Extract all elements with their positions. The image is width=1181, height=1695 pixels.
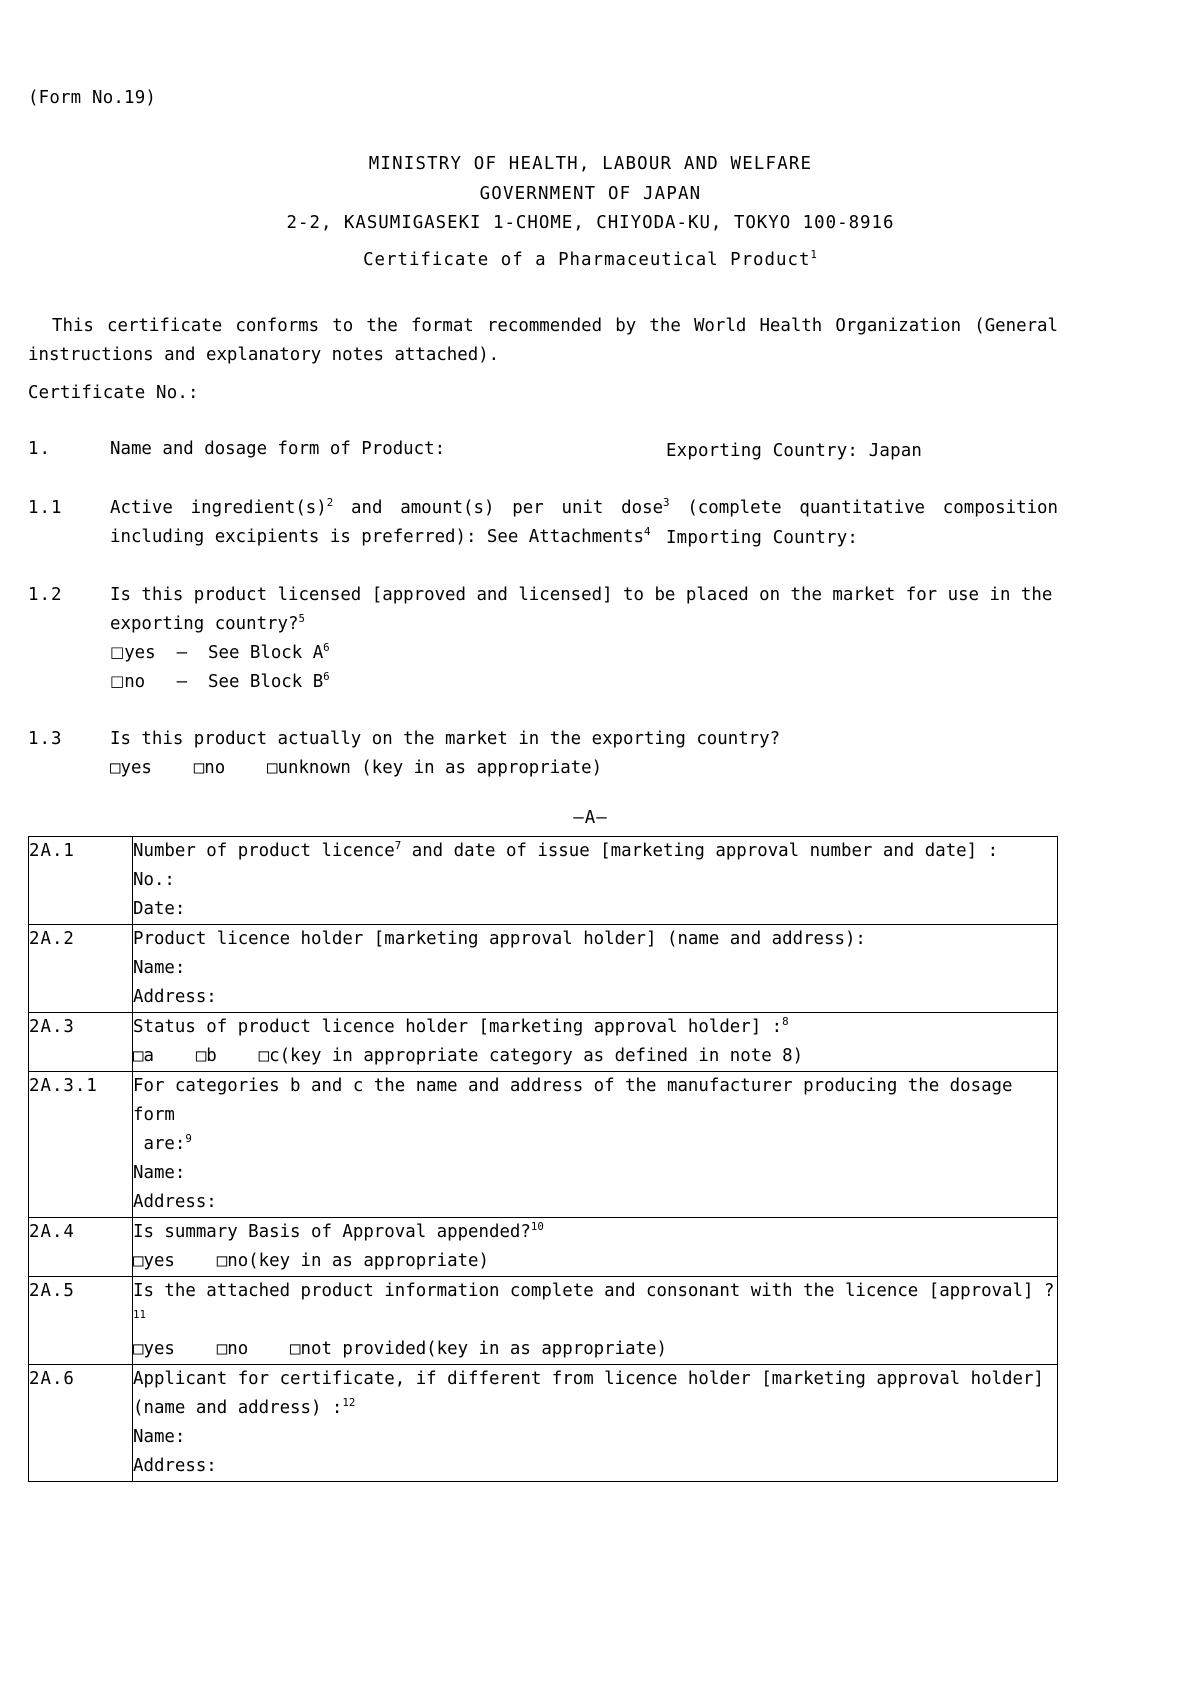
checkbox-icon-no[interactable]: □ <box>110 672 125 690</box>
importing-country-label: Importing Country: <box>666 528 859 548</box>
exporting-country-value: Japan <box>868 441 923 461</box>
row-body-2a2 <box>133 925 1058 1013</box>
section-1-3-number: 1.3 <box>28 729 63 749</box>
row-number-2a1: 2A.1 <box>29 837 133 925</box>
field-date[interactable]: Date: <box>133 899 186 919</box>
option-no-block-b[interactable] <box>110 668 1058 697</box>
option-no-label: no <box>124 672 146 692</box>
field-name-2a2[interactable]: Name: <box>133 958 186 978</box>
row-2a5-line1-a: Is the attached product information complete and consonant with the licence [approval] ? <box>133 1281 1055 1301</box>
checkbox-icon-yes[interactable]: □ <box>110 643 125 661</box>
section-1-3-options[interactable]: □yes □no □unknown (key in as appropriate) <box>110 758 603 778</box>
option-yes-label: yes <box>124 643 156 663</box>
section-1-1-text-b: and amount(s) per unit dose <box>333 498 664 518</box>
section-1-2-body <box>110 581 1058 697</box>
section-1-3-body <box>110 725 1058 783</box>
row-2a31-line2-a: are: <box>133 1134 186 1154</box>
row-number-2a3: 2A.3 <box>29 1013 133 1072</box>
table-row <box>29 1277 1058 1365</box>
footnote-marker-9: 9 <box>185 1132 192 1146</box>
row-2a5-options[interactable]: □yes □no □not provided(key in as appropriate) <box>133 1339 667 1359</box>
document-title <box>0 247 1181 270</box>
heading-government: GOVERNMENT OF JAPAN <box>479 183 702 204</box>
row-2a5-line1 <box>133 1277 1057 1335</box>
footnote-marker-11: 11 <box>133 1308 146 1322</box>
section-1-2-number: 1.2 <box>28 585 63 605</box>
option-no-note: See Block B <box>208 672 324 692</box>
row-body-2a3 <box>133 1013 1058 1072</box>
section-1 <box>28 435 1058 464</box>
option-yes-dash: — <box>176 643 188 663</box>
option-no-dash: — <box>176 672 188 692</box>
section-1-1-text-a: Active ingredient(s) <box>110 498 327 518</box>
footnote-marker-6b: 6 <box>323 670 330 684</box>
section-1-3 <box>28 725 1058 783</box>
table-row <box>29 1013 1058 1072</box>
section-1-2-question <box>110 581 1058 639</box>
block-a-label: —A— <box>573 808 608 828</box>
field-address-2a31[interactable]: Address: <box>133 1192 217 1212</box>
footnote-marker-4: 4 <box>643 525 651 539</box>
footnote-marker-6a: 6 <box>323 641 330 655</box>
table-row <box>29 925 1058 1013</box>
section-1-number: 1. <box>28 439 51 459</box>
section-1-3-question: Is this product actually on the market in the exporting country? <box>110 729 781 749</box>
section-1-1-text <box>110 494 1058 552</box>
row-number-2a4: 2A.4 <box>29 1218 133 1277</box>
footnote-marker-2: 2 <box>326 496 334 510</box>
block-a-table <box>28 836 1058 1482</box>
row-2a4-line1-a: Is summary Basis of Approval appended? <box>133 1222 531 1242</box>
row-number-2a31: 2A.3.1 <box>29 1072 133 1218</box>
row-body-2a6 <box>133 1365 1058 1482</box>
section-1-1-number: 1.1 <box>28 498 63 518</box>
table-row <box>29 837 1058 925</box>
document-title-text: Certificate of a Pharmaceutical Product <box>363 249 811 270</box>
row-number-2a6: 2A.6 <box>29 1365 133 1482</box>
row-body-2a5 <box>133 1277 1058 1365</box>
table-row <box>29 1072 1058 1218</box>
row-body-2a1 <box>133 837 1058 925</box>
section-1-1-text-c: (complete quantitative composition including excipients is preferred): See Attachments <box>110 498 1058 547</box>
row-body-2a31 <box>133 1072 1058 1218</box>
footnote-marker-12: 12 <box>342 1396 356 1410</box>
exporting-country-label: Exporting Country: <box>666 441 859 461</box>
table-row <box>29 1365 1058 1482</box>
field-no[interactable]: No.: <box>133 870 175 890</box>
row-2a6-line2 <box>133 1394 1057 1423</box>
section-1-text: Name and dosage form of Product: <box>110 439 446 459</box>
footnote-marker-5: 5 <box>298 612 305 626</box>
intro-text: This certificate conforms to the format recommended by the World Health Organization (General instructions and explanatory notes attached). <box>28 316 1058 365</box>
intro-paragraph <box>28 312 1058 370</box>
heading-address: 2-2, KASUMIGASEKI 1-CHOME, CHIYODA-KU, TOKYO 100-8916 <box>286 213 895 234</box>
section-1-2-text: Is this product licensed [approved and licensed] to be placed on the market for use in the exporting country? <box>110 585 1053 634</box>
row-2a3-line1-a: Status of product licence holder [marketing approval holder] : <box>133 1017 783 1037</box>
row-2a1-line1-b: and date of issue [marketing approval number and date] : <box>401 841 999 861</box>
footnote-marker-7: 7 <box>394 839 402 853</box>
row-2a2-line1: Product licence holder [marketing approval holder] (name and address): <box>133 929 866 949</box>
footnote-marker-8: 8 <box>782 1015 789 1029</box>
row-number-2a2: 2A.2 <box>29 925 133 1013</box>
row-2a1-line1 <box>133 837 1057 866</box>
heading-ministry: MINISTRY OF HEALTH, LABOUR AND WELFARE <box>368 154 813 174</box>
form-number: (Form No.19) <box>28 88 157 108</box>
row-2a3-line1 <box>133 1013 1057 1042</box>
table-row <box>29 1218 1058 1277</box>
certificate-no-label: Certificate No.: <box>28 383 199 403</box>
row-2a4-line1 <box>133 1218 1057 1247</box>
row-2a4-options[interactable]: □yes □no(key in as appropriate) <box>133 1251 489 1271</box>
row-body-2a4 <box>133 1218 1058 1277</box>
row-2a1-line1-a: Number of product licence <box>133 841 395 861</box>
field-address-2a6[interactable]: Address: <box>133 1456 217 1476</box>
section-1-2 <box>28 581 1058 697</box>
footnote-marker-10: 10 <box>530 1220 544 1234</box>
document-heading <box>0 150 1181 270</box>
row-2a6-line2-a: (name and address) : <box>133 1398 343 1418</box>
option-yes-note: See Block A <box>208 643 324 663</box>
section-1-1 <box>28 494 1058 552</box>
row-2a31-line2 <box>133 1130 1057 1159</box>
row-2a6-line1: Applicant for certificate, if different from licence holder [marketing approval holder] <box>133 1369 1044 1389</box>
field-address-2a2[interactable]: Address: <box>133 987 217 1007</box>
row-2a31-line1: For categories b and c the name and address of the manufacturer producing the dosage form <box>133 1076 1013 1125</box>
footnote-marker-3: 3 <box>663 496 670 510</box>
field-name-2a31[interactable]: Name: <box>133 1163 186 1183</box>
row-2a3-options[interactable]: □a □b □c(key in appropriate category as defined in note 8) <box>133 1046 804 1066</box>
option-yes-block-a[interactable] <box>110 639 1058 668</box>
row-number-2a5: 2A.5 <box>29 1277 133 1365</box>
field-name-2a6[interactable]: Name: <box>133 1427 186 1447</box>
footnote-marker-1: 1 <box>810 247 818 261</box>
